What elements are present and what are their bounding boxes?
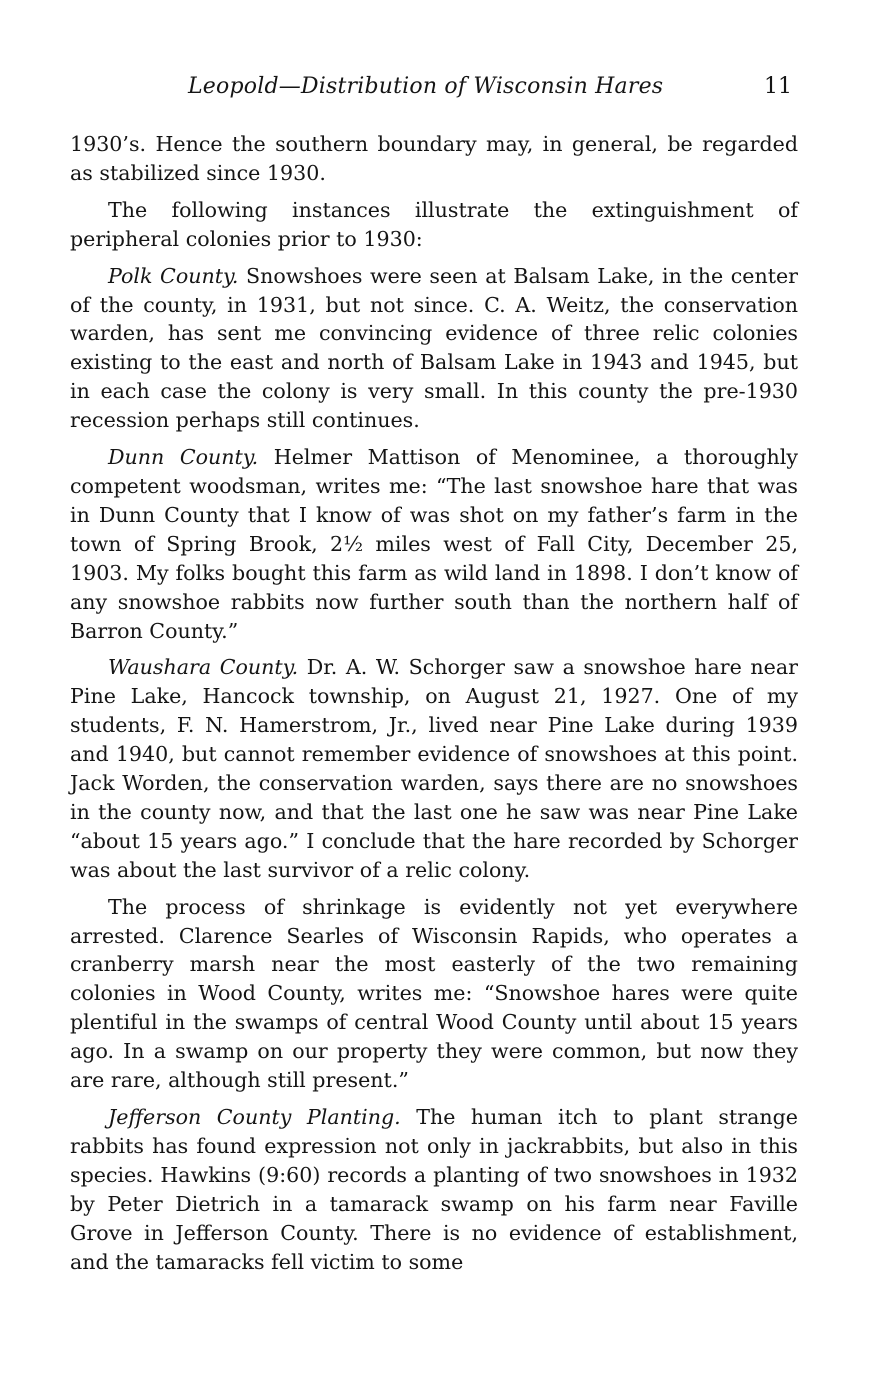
- paragraph-waushara-county: [70, 653, 798, 884]
- page-number: 11: [764, 74, 792, 99]
- paragraph-dunn-county: [70, 443, 798, 645]
- subhead-waushara-county: Waushara County.: [108, 655, 299, 680]
- paragraph-text: The following instances illustrate the extinguishment of peripheral colonies prior to 1930:: [70, 197, 798, 251]
- running-head: [70, 66, 798, 108]
- subhead-dunn-county: Dunn County.: [108, 445, 259, 470]
- running-title: Leopold—Distribution of Wisconsin Hares: [188, 74, 664, 99]
- paragraph-intro: [70, 196, 798, 254]
- paragraph-text: Snowshoes were seen at Balsam Lake, in the center of the county, in 1931, but not since. C. A. Weitz, the conservation warden, has sent me convincing evidence of three relic colonies existing to the east and north of Balsam Lake in 1943 and 1945, but in each case the colony is very small. In this county the pre-1930 recession perhaps still continues.: [70, 263, 799, 433]
- paragraph-text: Helmer Mattison of Menominee, a thoroughly competent woodsman, writes me: “The last snowshoe hare that was in Dunn County that I know of was shot on my father’s farm in the town of Spring Brook, 2½ miles west of Fall City, December 25, 1903. My folks bought this farm as wild land in 1898. I don’t know of any snowshoe rabbits now further south than the northern half of Barron County.”: [70, 445, 799, 643]
- paragraph-text: Dr. A. W. Schorger saw a snowshoe hare near Pine Lake, Hancock township, on August 21, 1927. One of my students, F. N. Hamerstrom, Jr., lived near Pine Lake during 1939 and 1940, but cannot remember evidence of snowshoes at this point. Jack Worden, the conservation warden, says there are no snowshoes in the county now, and that the last one he saw was near Pine Lake “about 15 years ago.” I conclude that the hare recorded by Schorger was about the last survivor of a relic colony.: [70, 655, 798, 882]
- document-page: [70, 66, 798, 1284]
- paragraph-text: The human itch to plant strange rabbits has found expression not only in jackrabbits, but also in this species. Hawkins (9:60) records a planting of two snowshoes in 1932 by Peter Dietrich in a tamarack swamp on his farm near Faville Grove in Jefferson County. There is no evidence of establishment, and the tamaracks fell victim to some: [70, 1105, 798, 1274]
- body-text: [70, 130, 798, 1276]
- paragraph-continuation: [70, 130, 798, 188]
- paragraph-text: The process of shrinkage is evidently not yet everywhere arrested. Clarence Searles of Wisconsin Rapids, who operates a cranberry marsh near the most easterly of the two remaining colonies in Wood County, writes me: “Snowshoe hares were quite plentiful in the swamps of central Wood County until about 15 years ago. In a swamp on our property they were common, but now they are rare, although still present.”: [70, 894, 798, 1093]
- subhead-jefferson-county: Jefferson County Planting.: [108, 1105, 401, 1129]
- subhead-polk-county: Polk County.: [108, 263, 239, 288]
- paragraph-polk-county: [70, 262, 798, 435]
- paragraph-jefferson-county: [70, 1103, 798, 1276]
- paragraph-shrinkage: [70, 893, 798, 1095]
- paragraph-text: 1930’s. Hence the southern boundary may, in general, be regarded as stabilized since 1930.: [70, 132, 798, 185]
